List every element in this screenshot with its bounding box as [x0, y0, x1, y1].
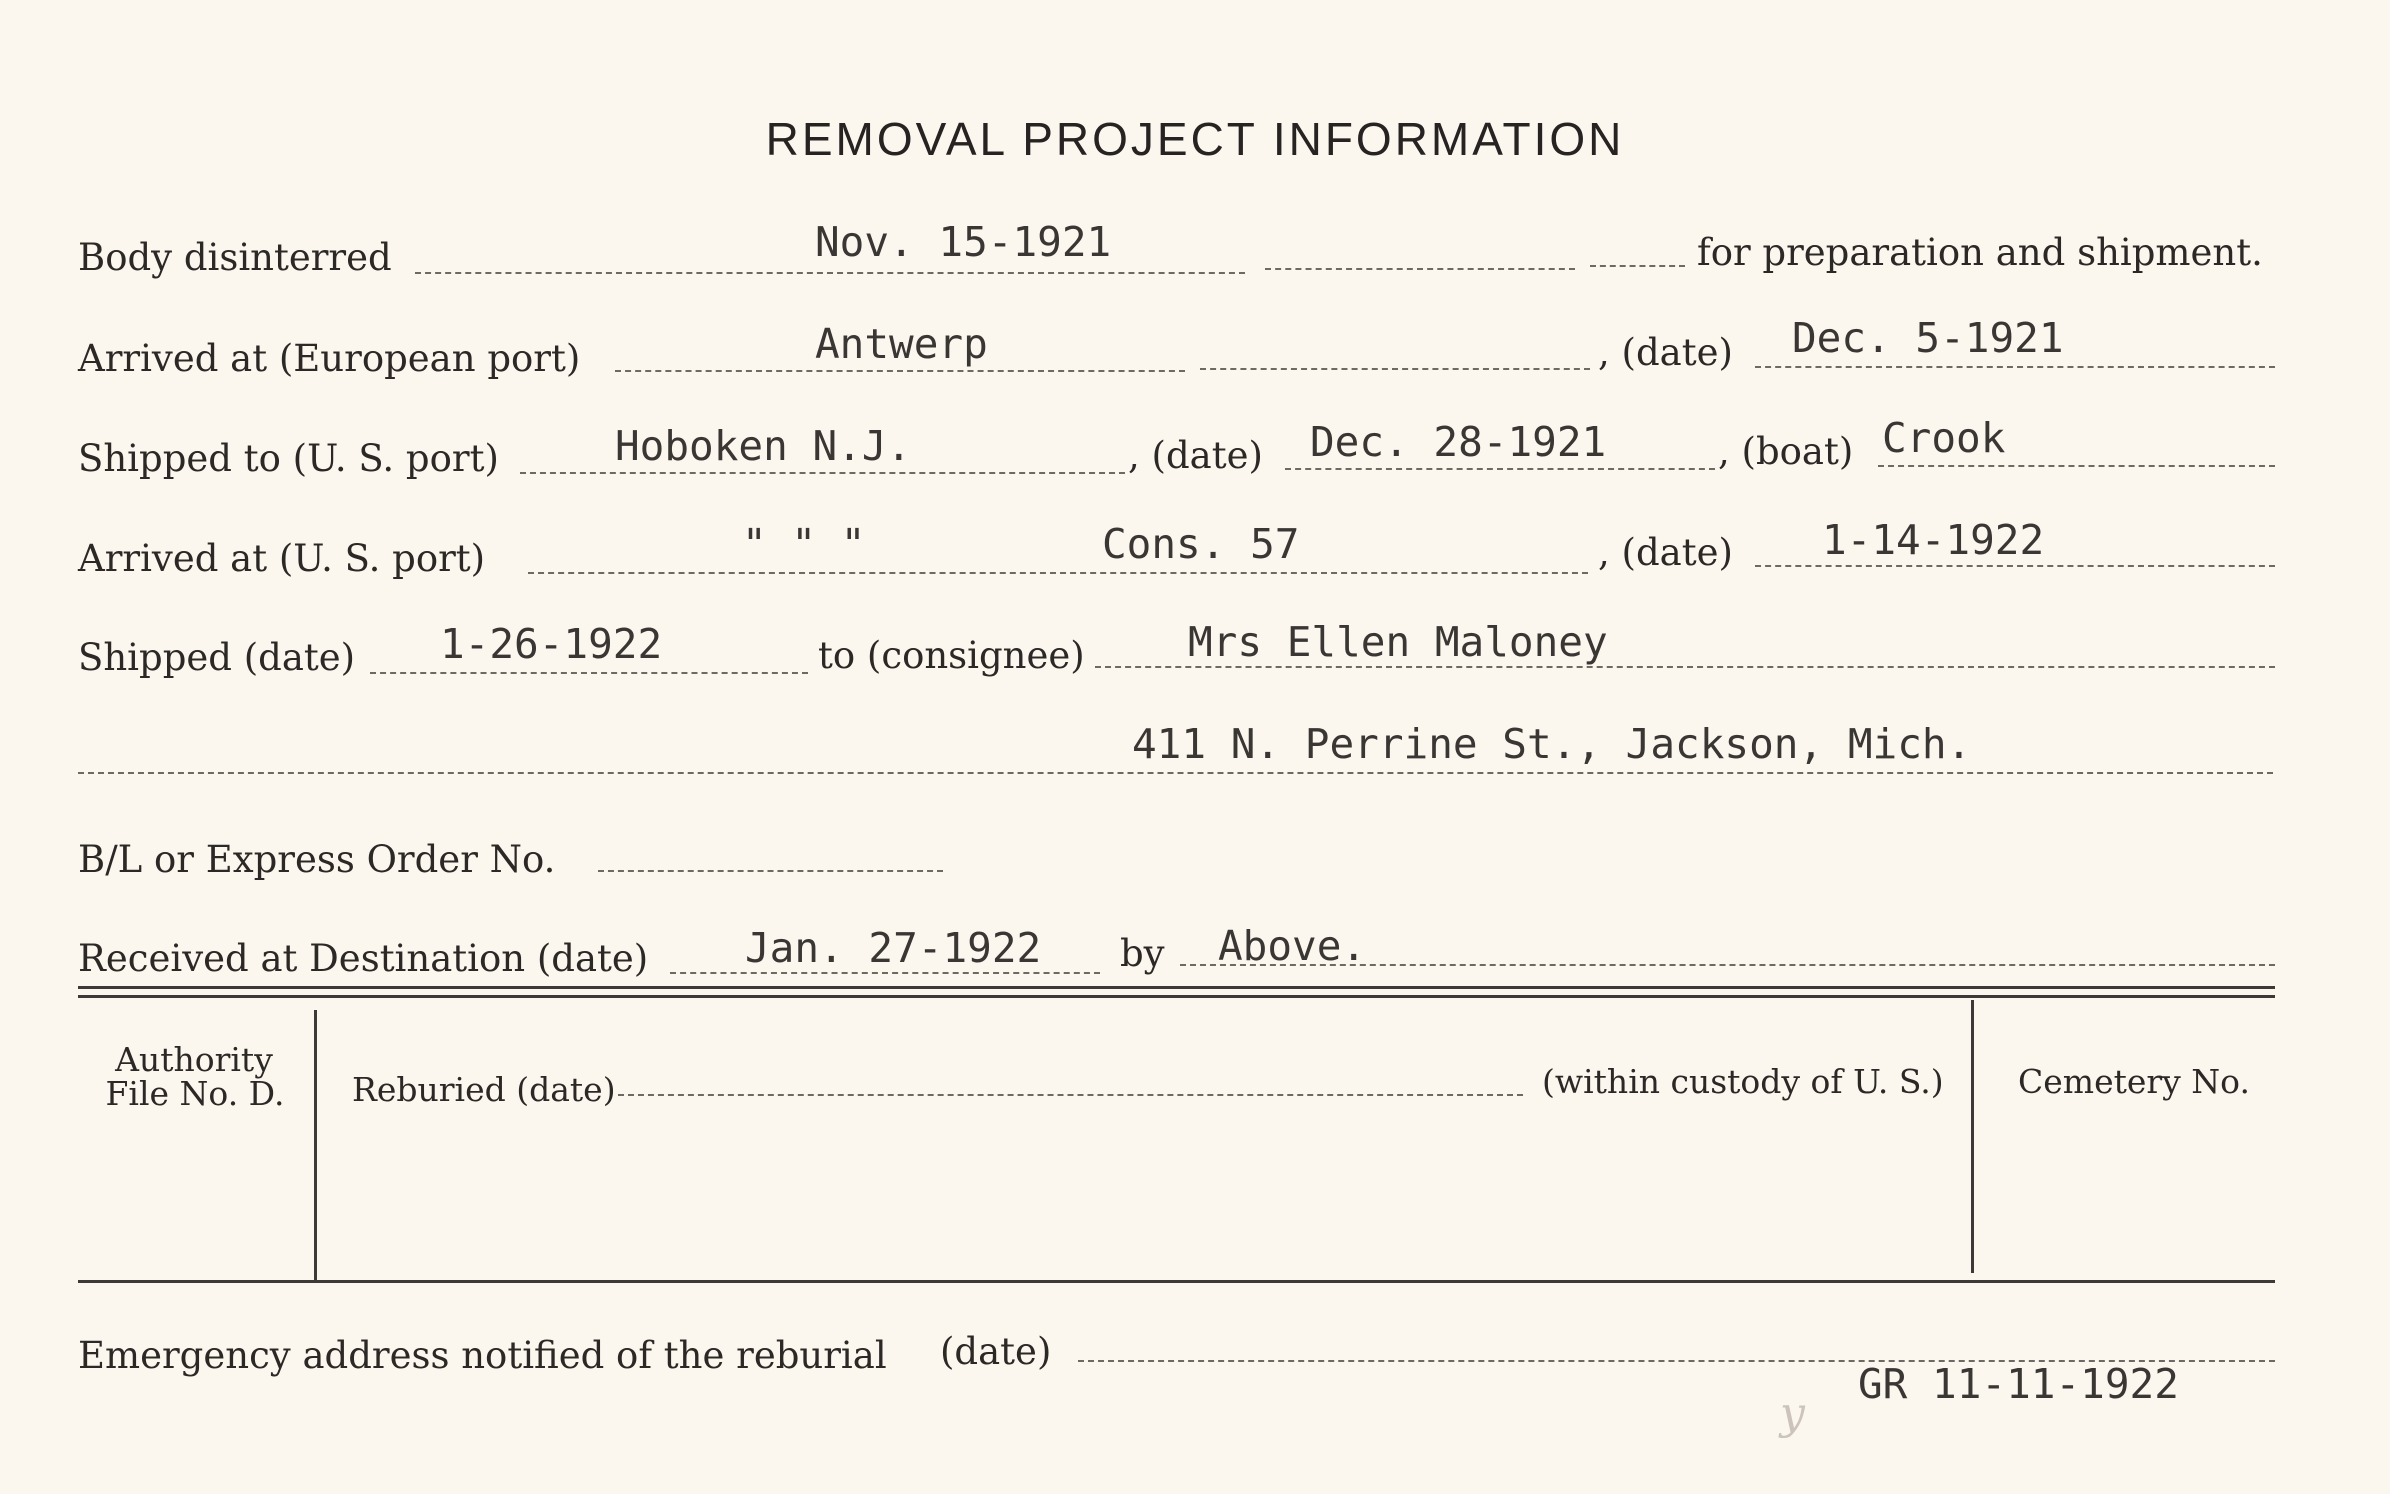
authority-label-1: Authority: [115, 1040, 273, 1079]
address-line: [78, 772, 2273, 774]
body-disinterred-suffix: for preparation and shipment.: [1697, 231, 2263, 274]
consignee-label: to (consignee): [818, 634, 1085, 677]
shipped-us-date-line: [1285, 468, 1715, 470]
consignee-value: Mrs Ellen Maloney: [1188, 618, 1608, 666]
arrived-us-cons: Cons. 57: [1102, 520, 1300, 568]
bl-order-line: [598, 870, 943, 872]
shipped-us-port: Hoboken N.J.: [615, 422, 912, 470]
reburied-label: Reburied (date): [352, 1070, 616, 1109]
body-disinterred-line-3: [1590, 265, 1685, 267]
emergency-value: GR 11-11-1922: [1858, 1360, 2179, 1408]
arrived-european-port: Antwerp: [815, 320, 988, 368]
address-value: 411 N. Perrine St., Jackson, Mich.: [1132, 720, 1972, 768]
arrived-us-date: 1-14-1922: [1822, 516, 2045, 564]
shipped-us-boat-label: , (boat): [1718, 430, 1854, 473]
emergency-label: Emergency address notified of the reburial: [78, 1334, 887, 1377]
cemetery-label: Cemetery No.: [2018, 1062, 2250, 1101]
form-title: REMOVAL PROJECT INFORMATION: [765, 113, 1625, 165]
body-disinterred-line-2: [1265, 268, 1575, 270]
authority-label-2: File No. D.: [105, 1074, 285, 1113]
reburied-line: [618, 1094, 1523, 1096]
custody-label: (within custody of U. S.): [1542, 1062, 1944, 1101]
body-disinterred-label: Body disinterred: [78, 236, 392, 279]
shipped-date-line: [370, 672, 808, 674]
box-divider-right: [1971, 1000, 1974, 1273]
body-disinterred-line: [415, 272, 1245, 274]
shipped-date-value: 1-26-1922: [440, 620, 663, 668]
arrived-european-label: Arrived at (European port): [78, 337, 581, 380]
received-by-label: by: [1120, 932, 1165, 975]
received-by-value: Above.: [1218, 922, 1367, 970]
arrived-us-date-label: , (date): [1598, 531, 1733, 574]
arrived-european-line: [615, 370, 1185, 372]
shipped-us-line: [520, 472, 1125, 474]
box-top-rule-1: [78, 986, 2275, 989]
body-disinterred-value: Nov. 15-1921: [815, 218, 1112, 266]
arrived-european-line-2: [1200, 368, 1590, 370]
arrived-us-port: " " ": [742, 520, 866, 568]
received-label: Received at Destination (date): [78, 937, 649, 980]
box-top-rule-2: [78, 995, 2275, 998]
box-bottom-rule: [78, 1280, 2275, 1283]
shipped-us-boat-line: [1878, 465, 2275, 467]
shipped-us-boat: Crook: [1882, 414, 2006, 462]
arrived-european-date-line: [1755, 366, 2275, 368]
arrived-european-date: Dec. 5-1921: [1792, 314, 2064, 362]
box-divider-left: [314, 1010, 317, 1283]
arrived-us-date-line: [1755, 565, 2275, 567]
shipped-date-label: Shipped (date): [78, 636, 356, 679]
consignee-line: [1095, 666, 2275, 668]
shipped-us-date: Dec. 28-1921: [1310, 418, 1607, 466]
arrived-us-label: Arrived at (U. S. port): [78, 537, 486, 580]
received-date: Jan. 27-1922: [745, 924, 1042, 972]
shipped-us-date-label: , (date): [1128, 434, 1263, 477]
arrived-us-line: [528, 572, 1588, 574]
received-date-line: [670, 972, 1100, 974]
emergency-date-label: (date): [940, 1330, 1052, 1373]
pencil-initials: y: [1780, 1388, 1805, 1439]
shipped-us-label: Shipped to (U. S. port): [78, 437, 499, 480]
arrived-european-date-label: , (date): [1598, 331, 1733, 374]
bl-order-label: B/L or Express Order No.: [78, 838, 556, 881]
